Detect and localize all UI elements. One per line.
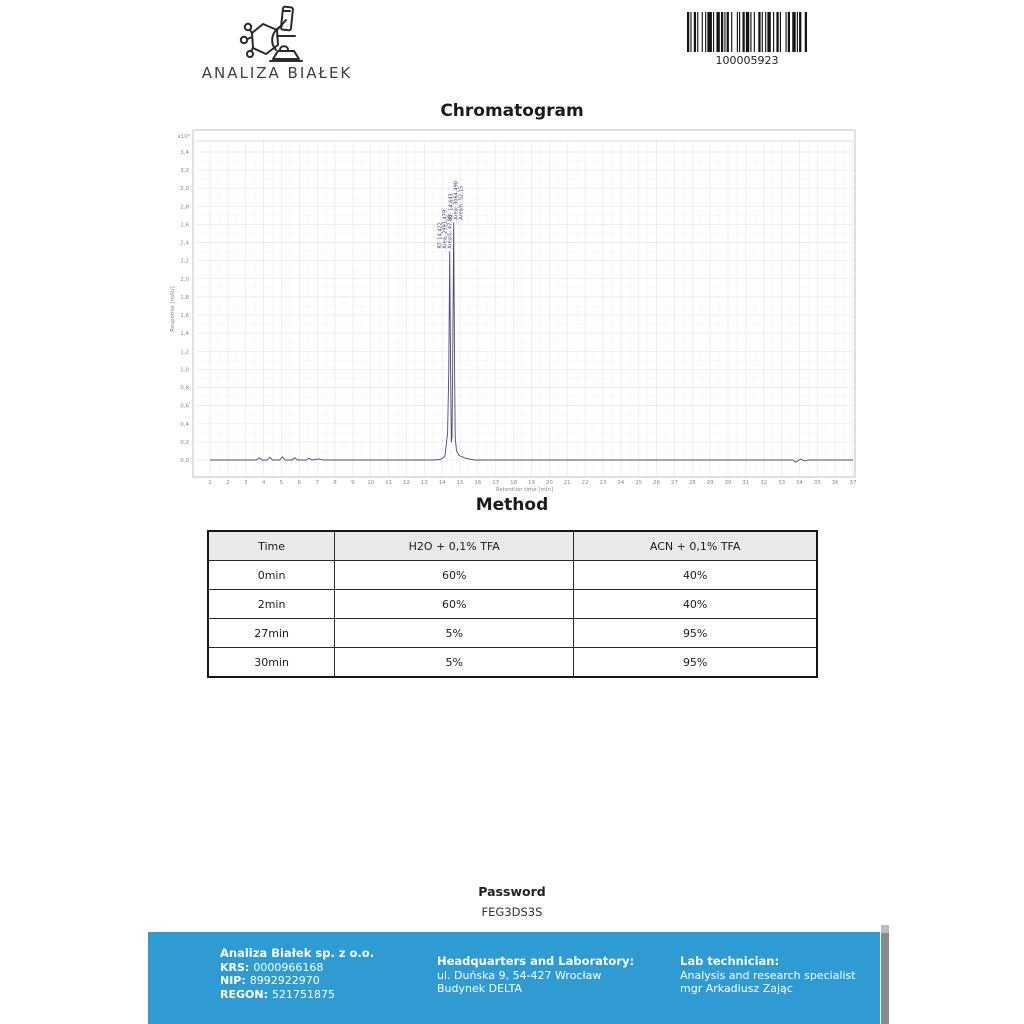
svg-text:22: 22 [581, 480, 589, 486]
svg-text:4: 4 [261, 480, 266, 486]
method-table [207, 530, 818, 678]
svg-text:3: 3 [243, 480, 248, 486]
svg-text:Area%: 52,15: Area%: 52,15 [458, 185, 465, 220]
company-name: Analiza Białek sp. z o.o. [220, 946, 375, 960]
svg-text:15: 15 [456, 480, 464, 486]
svg-text:10: 10 [367, 480, 375, 486]
svg-text:11: 11 [385, 480, 393, 486]
password-label: Password [478, 884, 546, 899]
svg-text:1: 1 [208, 480, 212, 486]
svg-text:29: 29 [706, 480, 714, 486]
svg-text:13: 13 [420, 480, 428, 486]
barcode-number: 100005923 [715, 54, 779, 67]
svg-text:24: 24 [617, 480, 625, 486]
svg-text:23: 23 [599, 480, 607, 486]
technician-name: mgr Arkadiusz Zając [680, 982, 793, 995]
company-regon: REGON: 521751875 [220, 987, 335, 1001]
table-row [208, 648, 817, 678]
svg-text:1,4: 1,4 [180, 331, 189, 338]
svg-text:2: 2 [226, 480, 230, 486]
table-cell: 95% [574, 648, 817, 678]
svg-text:RT: 14,643: RT: 14,643 [448, 193, 455, 220]
svg-text:26: 26 [653, 480, 660, 486]
svg-text:33: 33 [778, 480, 786, 486]
svg-text:7: 7 [315, 480, 319, 486]
headquarters-building: Budynek DELTA [437, 982, 523, 995]
svg-text:3,2: 3,2 [180, 168, 189, 175]
table-cell: 60% [335, 561, 574, 590]
table-row [208, 561, 817, 590]
svg-text:17: 17 [492, 480, 500, 486]
svg-text:27: 27 [670, 480, 678, 486]
svg-text:1,8: 1,8 [180, 294, 189, 301]
svg-text:2,2: 2,2 [180, 258, 189, 265]
svg-text:1,2: 1,2 [180, 349, 189, 356]
table-cell: 5% [335, 648, 574, 678]
svg-text:28: 28 [688, 480, 696, 486]
chromatogram-plot [165, 126, 860, 498]
svg-text:Area%: 47,85: Area%: 47,85 [447, 214, 454, 249]
footer-technician-block [680, 955, 856, 996]
svg-text:31: 31 [742, 480, 750, 486]
page-edge-shadow-cap [881, 925, 889, 933]
technician-role: Analysis and research specialist [680, 968, 856, 982]
table-cell: 40% [574, 590, 817, 619]
svg-text:1,0: 1,0 [180, 367, 189, 374]
method-column-header: ACN + 0,1% TFA [574, 531, 817, 561]
table-cell: 0min [208, 561, 335, 590]
password-value: FEG3DS3S [481, 905, 543, 919]
svg-text:32: 32 [760, 480, 768, 486]
svg-text:1,6: 1,6 [180, 313, 189, 320]
svg-text:x10²: x10² [177, 134, 190, 140]
footer-company-block [220, 947, 374, 1001]
svg-text:2,8: 2,8 [180, 204, 189, 211]
svg-text:2,6: 2,6 [180, 222, 189, 229]
method-title: Method [475, 495, 549, 515]
footer-headquarters-block [437, 955, 634, 996]
svg-text:Retention time [min]: Retention time [min] [495, 487, 554, 493]
svg-text:21: 21 [563, 480, 571, 486]
method-column-header: Time [208, 531, 335, 561]
svg-text:0,6: 0,6 [180, 403, 189, 410]
svg-text:Area: 2991,479: Area: 2991,479 [442, 209, 449, 249]
method-table-header-row [208, 531, 817, 561]
svg-text:2,0: 2,0 [180, 276, 189, 283]
svg-text:Area: 3064,490: Area: 3064,490 [453, 181, 460, 220]
company-nip: NIP: 8992922970 [220, 974, 320, 987]
chromatogram-chart [165, 126, 860, 498]
svg-text:34: 34 [795, 480, 803, 486]
table-cell: 2min [208, 590, 335, 619]
table-row [208, 590, 817, 619]
svg-text:37: 37 [849, 480, 857, 486]
svg-text:30: 30 [724, 480, 732, 486]
chromatogram-title: Chromatogram [440, 101, 584, 121]
logo-molecule-microscope-icon [236, 4, 308, 64]
svg-text:0,4: 0,4 [180, 421, 189, 428]
svg-text:0,8: 0,8 [180, 385, 189, 392]
page-edge-shadow [881, 925, 889, 1024]
svg-text:0,2: 0,2 [180, 439, 189, 446]
svg-text:20: 20 [545, 480, 553, 486]
svg-text:35: 35 [813, 480, 821, 486]
svg-text:18: 18 [510, 480, 518, 486]
svg-text:0,0: 0,0 [180, 458, 189, 464]
headquarters-address: ul. Duńska 9, 54-427 Wrocław [437, 968, 602, 982]
svg-text:19: 19 [528, 480, 535, 486]
svg-text:9: 9 [351, 480, 355, 486]
svg-text:8: 8 [333, 480, 337, 486]
table-row [208, 619, 817, 648]
headquarters-title: Headquarters and Laboratory: [437, 954, 635, 968]
table-cell: 27min [208, 619, 335, 648]
svg-text:16: 16 [474, 480, 482, 486]
table-cell: 60% [335, 590, 574, 619]
barcode-icon [687, 12, 807, 52]
svg-text:3,4: 3,4 [180, 150, 189, 156]
svg-text:2,4: 2,4 [180, 240, 189, 247]
svg-text:5: 5 [279, 480, 284, 486]
logo-wordmark: ANALIZA BIAŁEK [201, 64, 353, 82]
svg-text:25: 25 [635, 480, 643, 486]
svg-text:36: 36 [831, 480, 839, 486]
svg-text:12: 12 [403, 480, 410, 486]
svg-text:Response [mAU]: Response [mAU] [170, 286, 176, 332]
table-cell: 95% [574, 619, 817, 648]
svg-text:6: 6 [297, 480, 302, 486]
svg-text:14: 14 [438, 480, 446, 486]
svg-text:3,0: 3,0 [180, 186, 189, 193]
company-krs: KRS: 0000966168 [220, 960, 324, 974]
technician-title: Lab technician: [680, 954, 780, 968]
table-cell: 30min [208, 648, 335, 678]
table-cell: 5% [335, 619, 574, 648]
footer [148, 932, 880, 1024]
method-column-header: H2O + 0,1% TFA [335, 531, 574, 561]
svg-text:RT: 14,422: RT: 14,422 [437, 222, 444, 249]
table-cell: 40% [574, 561, 817, 590]
